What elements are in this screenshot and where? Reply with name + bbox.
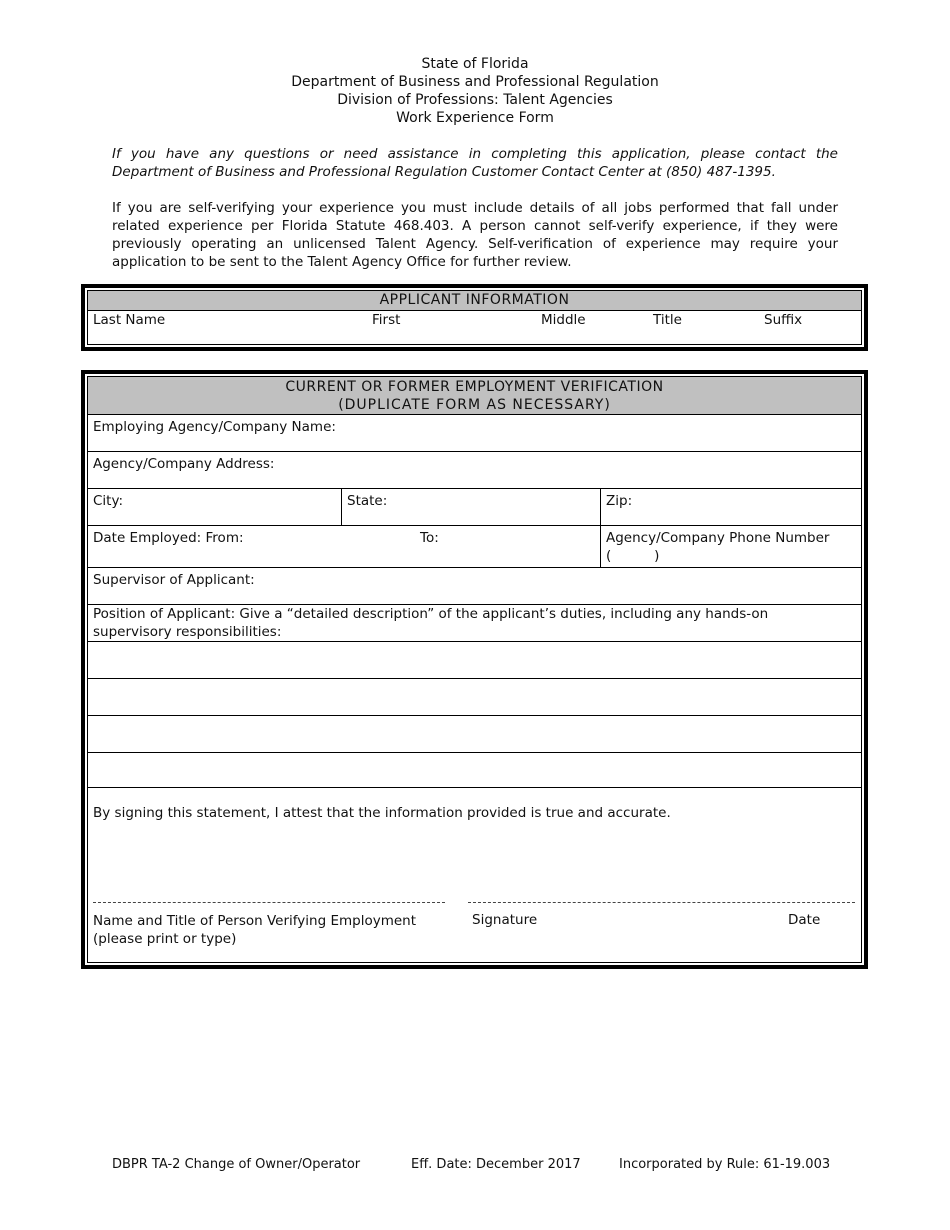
date-label: Date <box>788 912 821 928</box>
description-line[interactable] <box>88 642 861 679</box>
attestation-statement: By signing this statement, I attest that the information provided is true and accurate. <box>93 805 671 821</box>
date-employed-field[interactable] <box>88 526 600 567</box>
company-name-field[interactable] <box>88 415 861 452</box>
title-label: Title <box>653 312 682 328</box>
description-line[interactable] <box>88 679 861 716</box>
phone-area-code-parens: ( ) <box>606 548 660 564</box>
dates-phone-row <box>88 526 861 568</box>
date-from-label: Date Employed: From: <box>93 530 244 546</box>
description-line[interactable] <box>88 716 861 753</box>
applicant-section-heading: APPLICANT INFORMATION <box>88 291 861 311</box>
form-title: Work Experience Form <box>396 110 554 126</box>
city-state-zip-row <box>88 489 861 526</box>
date-to-label: To: <box>420 530 439 546</box>
state-field[interactable] <box>341 489 600 525</box>
first-name-label: First <box>372 312 401 328</box>
footer-rule: Incorporated by Rule: 61-19.003 <box>619 1157 831 1172</box>
header-state: State of Florida <box>421 56 529 72</box>
position-label-line2: supervisory responsibilities: <box>93 624 282 640</box>
company-address-field[interactable] <box>88 452 861 489</box>
employment-heading-line1: CURRENT OR FORMER EMPLOYMENT VERIFICATION <box>285 379 664 395</box>
header-division: Division of Professions: Talent Agencies <box>337 92 613 108</box>
verifier-label-line2: (please print or type) <box>93 931 237 947</box>
applicant-information-section <box>81 284 868 351</box>
applicant-name-field[interactable] <box>88 311 861 344</box>
zip-field[interactable] <box>600 489 861 525</box>
supervisor-label: Supervisor of Applicant: <box>93 572 255 588</box>
last-name-label: Last Name <box>93 312 166 328</box>
zip-label: Zip: <box>606 493 633 509</box>
verifier-name-line[interactable] <box>93 902 445 903</box>
employment-verification-section <box>81 370 868 969</box>
header-department: Department of Business and Professional Regulation <box>291 74 659 90</box>
attestation-section <box>88 788 861 962</box>
description-line[interactable] <box>88 753 861 788</box>
suffix-label: Suffix <box>764 312 803 328</box>
contact-instructions: If you have any questions or need assistance in completing this application, please contact the Department of Business and Professional Regulation Customer Contact Center at (850) 487-1395. <box>112 146 838 180</box>
verifier-label-line1: Name and Title of Person Verifying Employment <box>93 913 417 929</box>
employment-heading-line2: (DUPLICATE FORM AS NECESSARY) <box>338 397 611 413</box>
verifier-name-label <box>93 912 416 948</box>
company-name-label: Employing Agency/Company Name: <box>93 419 336 435</box>
company-phone-field[interactable] <box>600 526 861 567</box>
company-phone-label: Agency/Company Phone Number <box>606 530 830 546</box>
employment-section-heading <box>88 377 861 415</box>
position-label <box>88 605 861 641</box>
supervisor-field[interactable] <box>88 568 861 605</box>
form-header <box>0 55 950 127</box>
signature-date-line[interactable] <box>468 902 855 903</box>
footer-form-id: DBPR TA-2 Change of Owner/Operator <box>112 1157 361 1172</box>
self-verify-instructions: If you are self-verifying your experience you must include details of all jobs performed that fall under related experience per Florida Statute 468.403. A person cannot self-verify experience, if they were previously operating an unlicensed Talent Agency. Self-verification of experience may require your application to be sent to the Talent Agency Office for further review. <box>112 200 838 270</box>
signature-label: Signature <box>472 912 538 928</box>
state-label: State: <box>347 493 388 509</box>
position-label-line1: Position of Applicant: Give a “detailed description” of the applicant’s duties, including any hands-on <box>93 606 769 622</box>
middle-name-label: Middle <box>541 312 586 328</box>
company-address-label: Agency/Company Address: <box>93 456 275 472</box>
city-label: City: <box>93 493 124 509</box>
position-description-field[interactable] <box>88 605 861 642</box>
footer-effective-date: Eff. Date: December 2017 <box>411 1157 581 1172</box>
city-field[interactable] <box>88 489 341 525</box>
